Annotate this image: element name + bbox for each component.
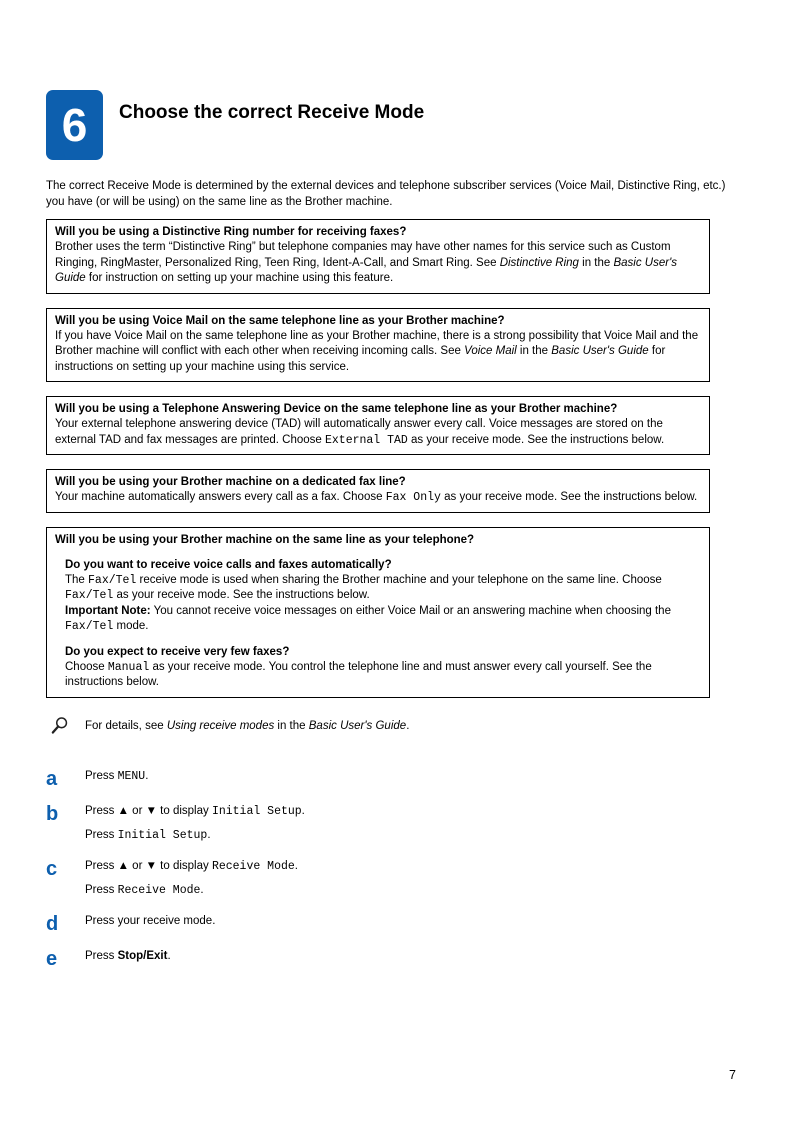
sub-question-body: The Fax/Tel receive mode is used when sharing the Brother machine and your telephone on the same line. Choose Fax/Tel as your receive mode. See the instructions below. xyxy=(65,573,662,602)
question-box-dedicated-fax-line xyxy=(46,469,710,513)
intro-paragraph: The correct Receive Mode is determined by the external devices and telephone subscriber services (Voice Mail, Distinctive Ring, etc.) you have (or will be using) on the same line as the Brother machine. xyxy=(46,180,726,208)
note xyxy=(50,716,746,740)
step-letter: a xyxy=(46,767,58,790)
step-text xyxy=(85,803,305,844)
step-letter: c xyxy=(46,857,58,880)
step-letter: e xyxy=(46,947,58,970)
note-text: For details, see Using receive modes in the Basic User's Guide. xyxy=(85,719,410,732)
question-heading: Will you be using a Distinctive Ring number for receiving faxes? xyxy=(55,226,407,238)
sub-question-body: Choose Manual as your receive mode. You control the telephone line and must answer every call yourself. See the instructions below. xyxy=(65,660,652,688)
step-line: Press Receive Mode. xyxy=(85,883,204,897)
step-line: Press Initial Setup. xyxy=(85,828,211,842)
question-box-distinctive-ring xyxy=(46,219,710,294)
step-c xyxy=(46,858,746,899)
step-e xyxy=(46,948,746,969)
step-number: 6 xyxy=(61,99,88,151)
magnifier-icon xyxy=(50,716,69,740)
step-text xyxy=(85,913,215,934)
page-title: Choose the correct Receive Mode xyxy=(119,102,425,123)
step-letter: b xyxy=(46,802,59,825)
step-d xyxy=(46,913,746,934)
step-a xyxy=(46,768,746,789)
step-text xyxy=(85,768,148,789)
step-line: Press ▲ or ▼ to display Initial Setup. xyxy=(85,804,305,818)
question-body: Brother uses the term “Distinctive Ring” but telephone companies may have other names for this service such as Custom Ringing, RingMaster, Personalized Ring, Teen Ring, Ident-A-Call, and Smart Ring. See Distinctive Ring in the Basic User's Guide for instruction on setting up your machine using this feature. xyxy=(55,241,678,284)
sub-question-heading: Do you want to receive voice calls and faxes automatically? xyxy=(65,558,392,571)
step-number-badge xyxy=(46,90,103,160)
step-line: Press MENU. xyxy=(85,769,149,783)
step-text xyxy=(85,858,298,899)
page-number: 7 xyxy=(729,1068,736,1082)
question-box-voice-mail xyxy=(46,308,710,383)
step-header xyxy=(46,90,746,160)
question-heading: Will you be using your Brother machine on a dedicated fax line? xyxy=(55,476,406,488)
step-text xyxy=(85,948,171,969)
question-box-answering-device xyxy=(46,396,710,455)
sub-section-voice-and-fax xyxy=(55,557,701,635)
sub-question-important-note: Important Note: You cannot receive voice messages on either Voice Mail or an answering machine when choosing the Fax/Tel mode. xyxy=(65,604,671,633)
question-body: Your external telephone answering device (TAD) will automatically answer every call. Voice messages are stored on the external TAD and fax messages are printed. Choose External TAD as your receive mode. See the instructions below. xyxy=(55,418,665,447)
step-letter: d xyxy=(46,912,59,935)
question-body: Your machine automatically answers every call as a fax. Choose Fax Only as your receive mode. See the instructions below. xyxy=(55,491,698,504)
question-heading: Will you be using your Brother machine on the same line as your telephone? xyxy=(55,533,475,546)
step-line: Press your receive mode. xyxy=(85,914,216,927)
question-box-same-line-telephone xyxy=(46,527,710,698)
step-line: Press ▲ or ▼ to display Receive Mode. xyxy=(85,859,298,873)
question-body: If you have Voice Mail on the same telephone line as your Brother machine, there is a strong possibility that Voice Mail and the Brother machine will conflict with each other when receiving incoming calls. See Voice Mail in the Basic User's Guide for instructions on setting up your machine using this service. xyxy=(55,329,699,373)
step-line: Press Stop/Exit. xyxy=(85,949,171,962)
sub-question-heading: Do you expect to receive very few faxes? xyxy=(65,645,290,658)
question-heading: Will you be using Voice Mail on the same telephone line as your Brother machine? xyxy=(55,314,505,327)
sub-section-few-faxes xyxy=(55,644,701,691)
instruction-steps xyxy=(46,768,746,969)
step-b xyxy=(46,803,746,844)
question-heading: Will you be using a Telephone Answering Device on the same telephone line as your Brother machine? xyxy=(55,403,618,415)
